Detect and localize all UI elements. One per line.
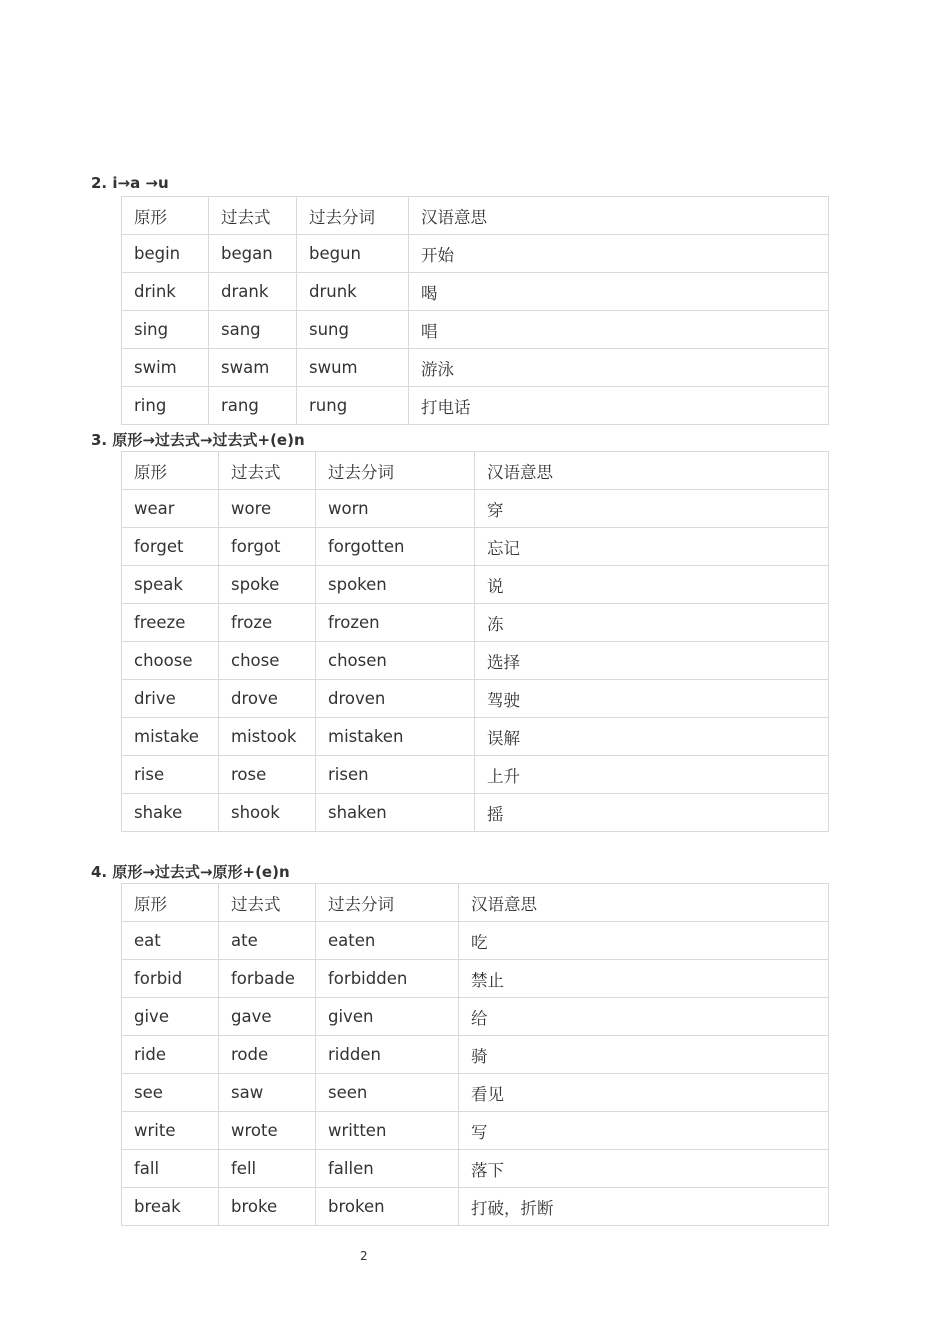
table-row: [122, 1188, 829, 1226]
table-row: [122, 1150, 829, 1188]
table-cell: forbidden: [316, 960, 459, 998]
table-cell: ate: [219, 922, 316, 960]
table-cell: sang: [209, 311, 297, 349]
table-cell: 打电话: [409, 387, 829, 425]
table-cell: speak: [122, 566, 219, 604]
table-cell: drove: [219, 680, 316, 718]
table-cell: forbid: [122, 960, 219, 998]
table-row: [122, 960, 829, 998]
header-cell: 过去分词: [297, 197, 409, 235]
table-cell: shake: [122, 794, 219, 832]
table-cell: 摇: [475, 794, 829, 832]
table-cell: swam: [209, 349, 297, 387]
table-row: [122, 311, 829, 349]
table-cell: 开始: [409, 235, 829, 273]
table-cell: wore: [219, 490, 316, 528]
table-row: [122, 794, 829, 832]
table-cell: sing: [122, 311, 209, 349]
table-cell: 吃: [459, 922, 829, 960]
table-cell: risen: [316, 756, 475, 794]
table-row: [122, 680, 829, 718]
table-cell: break: [122, 1188, 219, 1226]
table-cell: see: [122, 1074, 219, 1112]
table-cell: saw: [219, 1074, 316, 1112]
table-cell: write: [122, 1112, 219, 1150]
table-cell: 选择: [475, 642, 829, 680]
table-cell: drive: [122, 680, 219, 718]
verb-table: [121, 196, 829, 425]
table-cell: forgotten: [316, 528, 475, 566]
header-cell: 过去式: [219, 452, 316, 490]
table-cell: give: [122, 998, 219, 1036]
verb-table: [121, 451, 829, 832]
table-cell: forgot: [219, 528, 316, 566]
table-cell: rose: [219, 756, 316, 794]
header-cell: 过去分词: [316, 452, 475, 490]
table-cell: rung: [297, 387, 409, 425]
table-cell: drink: [122, 273, 209, 311]
table-cell: droven: [316, 680, 475, 718]
table-cell: swim: [122, 349, 209, 387]
table-cell: 说: [475, 566, 829, 604]
table-row: [122, 528, 829, 566]
table-cell: 驾驶: [475, 680, 829, 718]
table-cell: eaten: [316, 922, 459, 960]
table-cell: 上升: [475, 756, 829, 794]
table-cell: 骑: [459, 1036, 829, 1074]
header-cell: 过去式: [209, 197, 297, 235]
header-cell: 过去分词: [316, 884, 459, 922]
table-cell: begun: [297, 235, 409, 273]
table-cell: gave: [219, 998, 316, 1036]
table-cell: eat: [122, 922, 219, 960]
section-title: 4. 原形→过去式→原形+(e)n: [91, 863, 290, 881]
table-cell: shaken: [316, 794, 475, 832]
table-cell: drunk: [297, 273, 409, 311]
table-row: [122, 387, 829, 425]
table-cell: sung: [297, 311, 409, 349]
table-cell: wear: [122, 490, 219, 528]
table-cell: froze: [219, 604, 316, 642]
table-cell: fallen: [316, 1150, 459, 1188]
page-number: 2: [360, 1249, 368, 1263]
table-row: [122, 1074, 829, 1112]
table-cell: 穿: [475, 490, 829, 528]
table-cell: 唱: [409, 311, 829, 349]
table-cell: 落下: [459, 1150, 829, 1188]
table-row: [122, 718, 829, 756]
table-row: [122, 604, 829, 642]
table-row: [122, 756, 829, 794]
table-cell: 给: [459, 998, 829, 1036]
table-cell: forbade: [219, 960, 316, 998]
table-cell: drank: [209, 273, 297, 311]
table-cell: broke: [219, 1188, 316, 1226]
table-row: [122, 922, 829, 960]
table-cell: 误解: [475, 718, 829, 756]
table-cell: mistake: [122, 718, 219, 756]
table-cell: rode: [219, 1036, 316, 1074]
table-row: [122, 1112, 829, 1150]
table-cell: 忘记: [475, 528, 829, 566]
table-row: [122, 1036, 829, 1074]
section-title: 2. i→a →u: [91, 174, 169, 192]
table-cell: worn: [316, 490, 475, 528]
table-cell: ring: [122, 387, 209, 425]
table-cell: mistook: [219, 718, 316, 756]
table-cell: 写: [459, 1112, 829, 1150]
table-header-row: [122, 884, 829, 922]
table-cell: 游泳: [409, 349, 829, 387]
header-cell: 原形: [122, 884, 219, 922]
table-cell: fell: [219, 1150, 316, 1188]
header-cell: 汉语意思: [409, 197, 829, 235]
header-cell: 原形: [122, 452, 219, 490]
table-cell: 禁止: [459, 960, 829, 998]
table-cell: spoken: [316, 566, 475, 604]
table-cell: ridden: [316, 1036, 459, 1074]
table-cell: 看见: [459, 1074, 829, 1112]
table-cell: given: [316, 998, 459, 1036]
header-cell: 汉语意思: [459, 884, 829, 922]
table-row: [122, 998, 829, 1036]
table-row: [122, 349, 829, 387]
table-cell: begin: [122, 235, 209, 273]
table-header-row: [122, 197, 829, 235]
table-row: [122, 642, 829, 680]
table-row: [122, 490, 829, 528]
table-cell: shook: [219, 794, 316, 832]
table-cell: chosen: [316, 642, 475, 680]
table-row: [122, 235, 829, 273]
table-cell: wrote: [219, 1112, 316, 1150]
header-cell: 过去式: [219, 884, 316, 922]
table-row: [122, 273, 829, 311]
table-cell: choose: [122, 642, 219, 680]
table-cell: mistaken: [316, 718, 475, 756]
table-cell: spoke: [219, 566, 316, 604]
table-cell: rise: [122, 756, 219, 794]
table-cell: began: [209, 235, 297, 273]
table-cell: chose: [219, 642, 316, 680]
table-cell: forget: [122, 528, 219, 566]
table-header-row: [122, 452, 829, 490]
table-cell: ride: [122, 1036, 219, 1074]
header-cell: 汉语意思: [475, 452, 829, 490]
table-cell: broken: [316, 1188, 459, 1226]
header-cell: 原形: [122, 197, 209, 235]
section-title: 3. 原形→过去式→过去式+(e)n: [91, 431, 305, 449]
table-cell: 冻: [475, 604, 829, 642]
table-cell: seen: [316, 1074, 459, 1112]
table-cell: swum: [297, 349, 409, 387]
table-cell: freeze: [122, 604, 219, 642]
table-cell: written: [316, 1112, 459, 1150]
table-row: [122, 566, 829, 604]
table-cell: 喝: [409, 273, 829, 311]
table-cell: fall: [122, 1150, 219, 1188]
table-cell: frozen: [316, 604, 475, 642]
verb-table: [121, 883, 829, 1226]
table-cell: 打破，折断: [459, 1188, 829, 1226]
table-cell: rang: [209, 387, 297, 425]
